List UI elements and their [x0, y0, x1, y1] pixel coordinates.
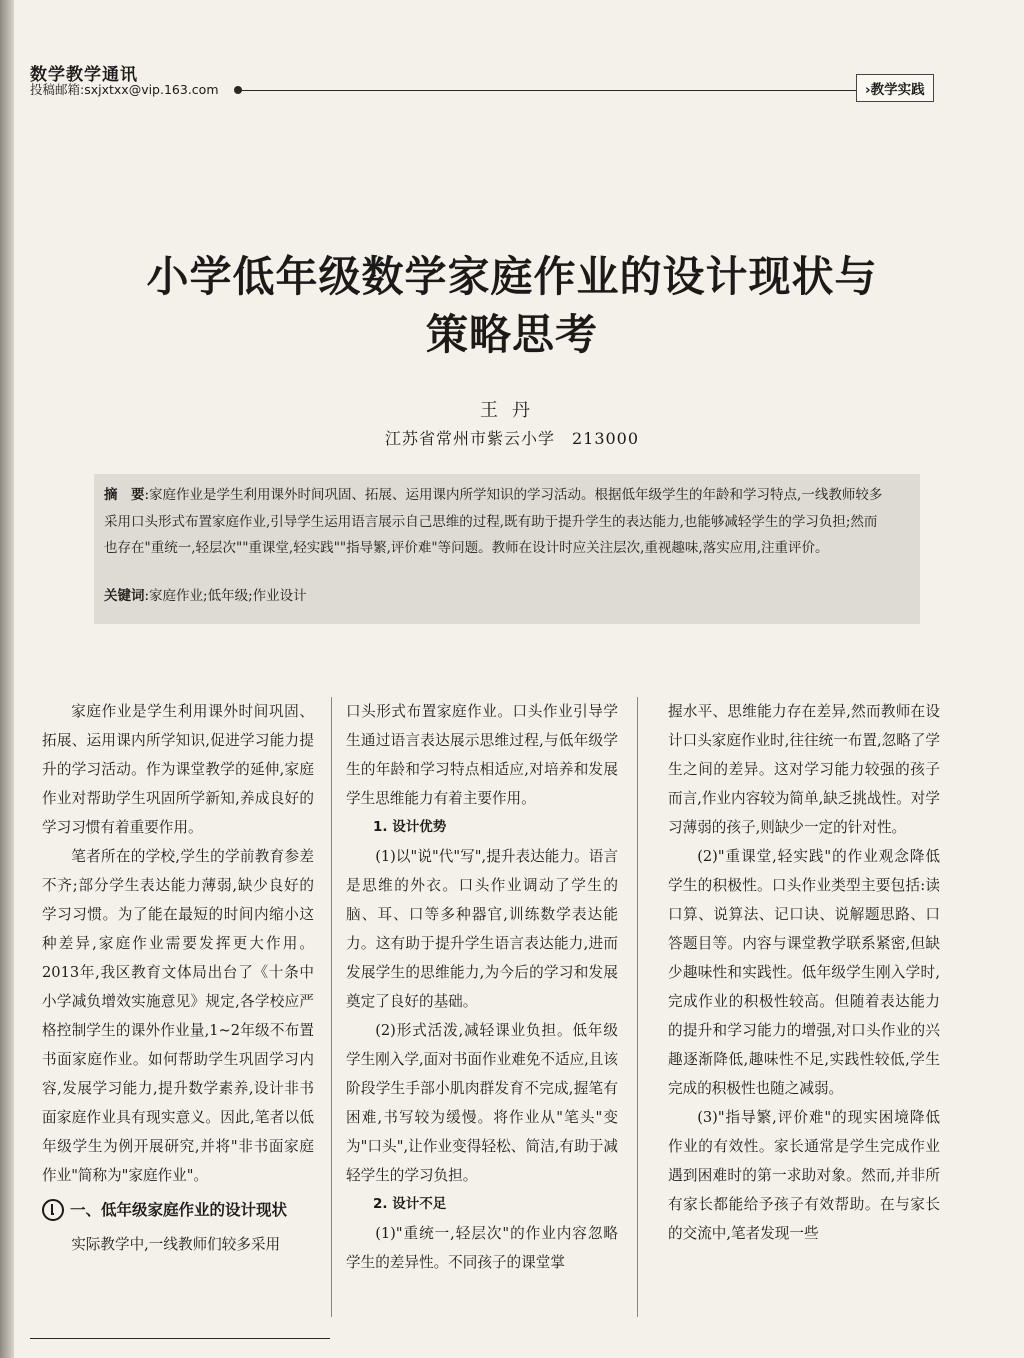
paragraph: (1)"重统一,轻层次"的作业内容忽略学生的差异性。不同孩子的课堂掌 [346, 1225, 618, 1271]
header-rule [238, 90, 856, 91]
paragraph: 笔者所在的学校,学生的学前教育参差不齐;部分学生表达能力薄弱,缺少良好的学习习惯。为了能在最短的时间内缩小这种差异,家庭作业需要发挥更大作用。2013年,我区教育文体局出台了《十条中小学减负增效实施意见》规定,各学校应严格控制学生的课外作业量,1~2年级不布置书面家庭作业。如何帮助学生巩固学习内容,发展学习能力,提升数学素养,设计非书面家庭作业具有现实意义。因此,笔者以低年级学生为例开展研究,并将"非书面家庭作业"简称为"家庭作业"。 [42, 848, 314, 1184]
column-divider [637, 697, 638, 1317]
body-column-3 [668, 697, 940, 1248]
paragraph: (2)形式活泼,减轻课业负担。低年级学生刚入学,面对书面作业难免不适应,且该阶段学生手部小肌肉群发育不完成,握笔有困难,书写较为缓慢。将作业从"笔头"变为"口头",让作业变得轻松、简洁,有助于减轻学生的学习负担。 [346, 1022, 618, 1184]
title-line-1: 小学低年级数学家庭作业的设计现状与 [146, 252, 878, 301]
title-line-2: 策略思考 [425, 310, 598, 359]
paragraph: 握水平、思维能力存在差异,然而教师在设计口头家庭作业时,往往统一布置,忽略了学生之间的差异。这对学习能力较强的孩子而言,作业内容较为简单,缺乏挑战性。对学习薄弱的孩子,则缺少一定的针对性。 [668, 703, 940, 836]
section-tag: ›教学实践 [856, 74, 934, 102]
page-edge-shadow [0, 0, 14, 1358]
subsection-heading: 2. 设计不足 [373, 1196, 447, 1212]
footer-rule [30, 1338, 330, 1339]
section-heading [42, 1194, 314, 1226]
paragraph: (2)"重课堂,轻实践"的作业观念降低学生的积极性。口头作业类型主要包括:读口算、说算法、记口诀、说解题思路、口答题目等。内容与课堂教学联系紧密,但缺少趣味性和实践性。低年级学生刚入学时,完成作业的积极性较高。但随着表达能力的提升和学习能力的增强,对口头作业的兴趣逐渐降低,趣味性不足,实践性较低,学生完成的积极性也随之减弱。 [668, 848, 940, 1097]
abstract-label: 摘 要 [104, 487, 145, 503]
author-name: 王丹 [480, 400, 544, 421]
body-column-1 [42, 697, 314, 1259]
paragraph: (1)以"说"代"写",提升表达能力。语言是思维的外衣。口头作业调动了学生的脑、耳、口等多种器官,训练数学表达能力。这有助于提升学生语言表达能力,进而发展学生的思维能力,为今后的学习和发展奠定了良好的基础。 [346, 848, 618, 1010]
subsection-heading: 1. 设计优势 [373, 819, 447, 835]
section-number-icon [42, 1199, 64, 1221]
paragraph: (3)"指导繁,评价难"的现实困境降低作业的有效性。家长通常是学生完成作业遇到困难时的第一求助对象。然而,并非所有家长都能给予孩子有效帮助。在与家长的交流中,笔者发现一些 [668, 1109, 940, 1242]
section-heading-text: 一、低年级家庭作业的设计现状 [70, 1201, 288, 1219]
abstract [104, 482, 884, 562]
author-affiliation: 江苏省常州市紫云小学 213000 [384, 429, 640, 448]
journal-name: 数学教学通讯 [30, 65, 138, 85]
paragraph: 口头形式布置家庭作业。口头作业引导学生通过语言表达展示思维过程,与低年级学生的年龄和学习特点相适应,对培养和发展学生思维能力有着主要作用。 [346, 703, 618, 807]
keywords-label: 关键词 [104, 588, 145, 604]
article-title [40, 248, 984, 364]
keywords-text: :家庭作业;低年级;作业设计 [144, 588, 307, 604]
paragraph: 实际教学中,一线教师们较多采用 [71, 1236, 281, 1253]
abstract-text: :家庭作业是学生利用课外时间巩固、拓展、运用课内所学知识的学习活动。根据低年级学生的年龄和学习特点,一线教师较多采用口头形式布置家庭作业,引导学生运用语言展示自己思维的过程,既有助于提升学生的表达能力,也能够减轻学生的学习负担;然而也存在"重统一,轻层次""重课堂,轻实践""指导繁,评价难"等问题。教师在设计时应关注层次,重视趣味,落实应用,注重评价。 [104, 487, 883, 557]
keywords [104, 586, 884, 606]
column-divider [331, 697, 332, 1317]
body-column-2 [346, 697, 618, 1277]
paragraph: 家庭作业是学生利用课外时间巩固、拓展、运用课内所学知识,促进学习能力提升的学习活动。作为课堂教学的延伸,家庭作业对帮助学生巩固所学新知,养成良好的学习习惯有着重要作用。 [42, 703, 314, 836]
submission-email: 投稿邮箱:sxjxtxx@vip.163.com [30, 82, 219, 97]
